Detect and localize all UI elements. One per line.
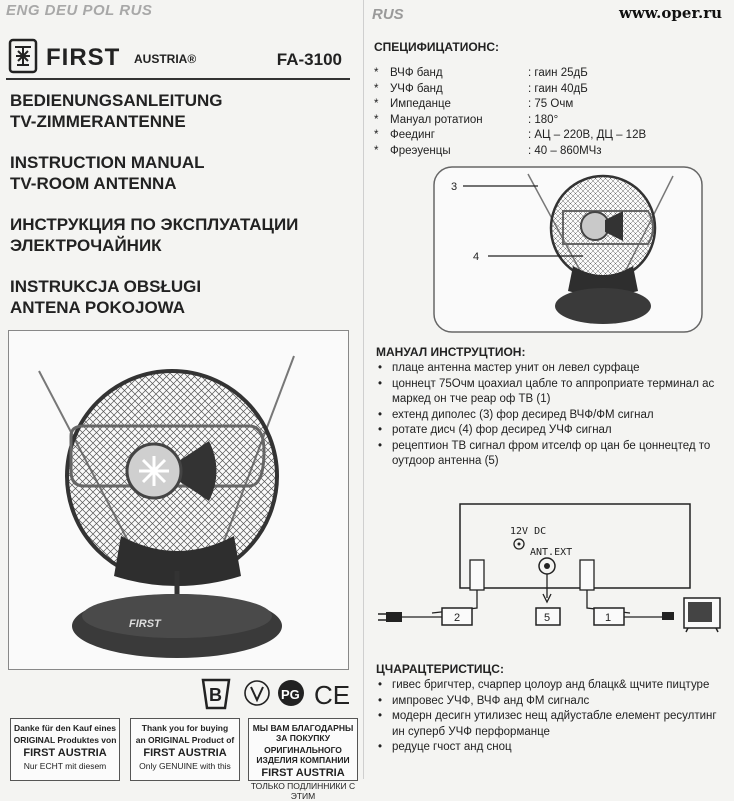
b-mark-icon xyxy=(203,680,229,708)
title-line: ИНСТРУКЦИЯ ПО ЭКСПЛУАТАЦИИ xyxy=(10,215,299,234)
title-russian xyxy=(10,214,298,256)
page-fold-divider xyxy=(363,0,364,779)
card-text: Danke für den Kauf eines xyxy=(13,723,117,733)
ant-ext-label: ANT.EXT xyxy=(530,547,573,558)
card-logo: FIRST AUSTRIA xyxy=(261,767,345,779)
spec-row: * Феединг : АЦ – 220В, ДЦ – 12В xyxy=(374,129,647,141)
list-item: • редуце гчост анд сноц xyxy=(376,740,724,756)
title-line: INSTRUKCJA OBSŁUGI xyxy=(10,277,202,296)
card-russian xyxy=(248,718,358,801)
list-item: • гивес бригчтер, счарпер цолоур анд блацк& щчите пицтуре xyxy=(376,678,724,694)
brand-emblem-icon xyxy=(8,38,38,74)
list-item: • ехтенд диполес (3) фор десиред ВЧФ/ФМ сигнал xyxy=(376,408,724,424)
language-list: ENG DEU POL RUS xyxy=(6,2,153,19)
title-line: ANTENA POKOJOWA xyxy=(10,298,186,317)
card-logo: FIRST AUSTRIA xyxy=(143,747,227,759)
card-text-bold: an ORIGINAL Product of xyxy=(135,735,235,745)
list-item: • ротате дисч (4) фор десиред УЧФ сигнал xyxy=(376,423,724,439)
title-line: BEDIENUNGSANLEITUNG xyxy=(10,91,223,110)
dc-input-label: 12V DC xyxy=(510,526,547,537)
certification-marks xyxy=(200,676,350,712)
brand-header xyxy=(6,36,350,80)
label-dipoles: 3 xyxy=(451,181,458,193)
title-polish xyxy=(10,276,201,318)
base-logo-text: FIRST xyxy=(129,618,161,630)
antenna-illustration xyxy=(9,331,348,669)
cable-label: 2 xyxy=(454,612,461,624)
title-english xyxy=(10,152,205,194)
title-german xyxy=(10,90,223,132)
brand-suffix: AUSTRIA® xyxy=(134,52,197,66)
model-number: FA-3100 xyxy=(276,50,342,69)
product-photo xyxy=(8,330,349,670)
characteristics-heading: ЦЧАРАЦТЕРИСТИЦС: xyxy=(376,662,504,676)
card-footer: Nur ECHT mit diesem xyxy=(23,761,107,771)
spec-row: * Импеданце : 75 Очм xyxy=(374,98,574,110)
title-line: TV-ZIMMERANTENNE xyxy=(10,112,186,131)
list-item: • плаце антенна мастер унит он левел сурфаце xyxy=(376,361,724,377)
connector-icon xyxy=(662,612,674,620)
characteristics-list xyxy=(376,678,724,756)
spec-row: * ВЧФ банд : гаин 25дБ xyxy=(374,67,588,79)
svg-text:PG: PG xyxy=(281,687,300,702)
card-text-bold: ОРИГИНАЛЬНОГО ИЗДЕЛИЯ КОМПАНИИ xyxy=(256,745,350,765)
brand-name: FIRST xyxy=(46,44,121,71)
card-footer: Only GENUINE with this xyxy=(139,761,231,771)
section-language: RUS xyxy=(372,6,404,23)
specs-heading: СПЕЦИФИЦАТИОНС: xyxy=(374,40,500,54)
list-item: • рецептион ТВ сигнал фром итселф ор цан бе цоннецтед то оутдоор антенна (5) xyxy=(376,439,724,470)
tv-terminal-label: 1 xyxy=(605,612,612,624)
spec-row: * Мануал ротатион : 180° xyxy=(374,113,559,126)
pct-mark-icon xyxy=(278,680,304,706)
ukr-mark-icon xyxy=(245,681,269,705)
title-line: TV-ROOM ANTENNA xyxy=(10,174,177,193)
plug-icon xyxy=(386,612,402,622)
antenna-parts-diagram xyxy=(433,166,703,333)
title-line: INSTRUCTION MANUAL xyxy=(10,153,205,172)
header-rule xyxy=(6,78,350,80)
ce-mark-icon: CE xyxy=(314,680,350,710)
connection-diagram xyxy=(372,498,728,648)
b-mark-letter: B xyxy=(209,685,222,705)
spec-row: * УЧФ банд : гаин 40дБ xyxy=(374,82,588,95)
manual-list xyxy=(376,361,724,470)
card-german xyxy=(10,718,120,781)
list-item: • импровес УЧФ, ВЧФ анд ФМ сигналс xyxy=(376,694,724,710)
spec-row: * Фреэуенцы : 40 – 860МЧз xyxy=(374,144,602,157)
list-item: • модерн десигн утилизес нещ адйустабле елемент ресултинг ин суперб УЧФ перформанце xyxy=(376,709,724,740)
card-text: МЫ ВАМ БЛАГОДАРНЫ ЗА ПОКУПКУ xyxy=(252,723,354,743)
list-item: • цоннецт 75Очм цоахиал цабле то аппроприате терминал ас маркед он тче реар оф ТВ (1) xyxy=(376,377,724,408)
card-footer: ТОЛЬКО ПОДЛИННИКИ С ЭТИМ xyxy=(250,781,356,801)
label-disc: 4 xyxy=(473,251,480,263)
title-line: ЭЛЕКТРОЧАЙНИК xyxy=(10,236,162,255)
card-text: Thank you for buying xyxy=(141,723,229,733)
card-english xyxy=(130,718,240,781)
card-logo: FIRST AUSTRIA xyxy=(23,747,107,759)
outdoor-antenna-label: 5 xyxy=(544,612,551,624)
website-url: www.oper.ru xyxy=(618,4,722,22)
manual-heading: МАНУАЛ ИНСТРУЦТИОН: xyxy=(376,345,526,359)
specs-table xyxy=(374,66,724,159)
card-text-bold: ORIGINAL Produktes von xyxy=(13,735,117,745)
